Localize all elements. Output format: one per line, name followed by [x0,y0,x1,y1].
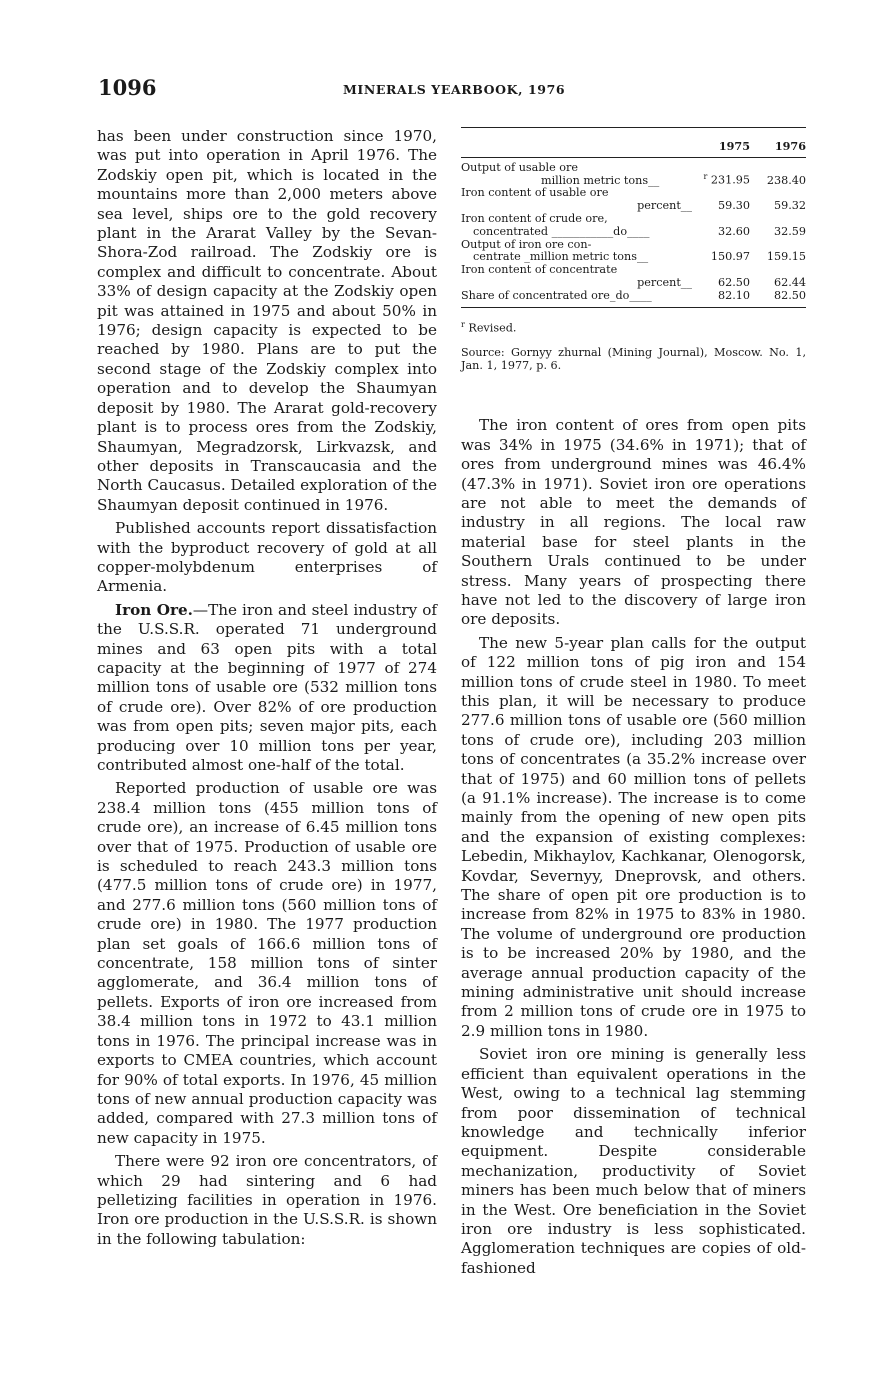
cell-1975: 150.97 [710,250,750,264]
row-label: Share of concentrated ore_do____ [461,290,694,307]
table-row [461,239,806,265]
cell-1976: 238.40 [766,173,806,187]
paragraph-text: —The iron and steel industry of the U.S.S.R. operated 71 underground mines and 63 open pits with a total capacity at the beginning of 1977 of 274 million tons of usable ore (532 million tons of crude ore). Over 82% of ore production was from open pits; seven major pits, each producing over 10 million tons per year, contributed almost one-half of the total. [97,600,437,774]
footnote-mark: r [461,319,465,329]
left-column [97,127,437,1249]
row-label: Output of usable ore [461,160,578,174]
paragraph [97,601,437,776]
paragraph: Soviet iron ore mining is generally less efficient than equivalent operations in the West, owing to a technical lag stemming from poor dissemination of technical knowledge and technically inferior equipment. Despite considerable mechanization, productivity of Soviet miners has been much below that of miners in the West. Ore beneficiation in the Soviet iron ore industry is less sophisticated. Agglomeration techniques are copies of old-fashioned [461,1045,806,1277]
right-column-text [461,416,806,1278]
running-title: MINERALS YEARBOOK, 1976 [343,82,566,97]
row-label-cont: concentrated ___________do____ [473,224,650,238]
table-row [461,213,806,239]
paragraph: The iron content of ores from open pits was 34% in 1975 (34.6% in 1971); that of ores from underground mines was 46.4% (47.3% in 1971). Soviet iron ore operations are not able to meet the demands of industry in all regions. The local raw material base for steel plants in the Southern Urals continued to be under stress. Many years of prospecting there have not led to the discovery of large iron ore deposits. [461,416,806,629]
table-row [461,290,806,307]
section-heading: Iron Ore. [115,600,193,619]
column-header-1975: 1975 [694,128,750,158]
row-label: Iron content of usable ore [461,186,609,200]
cell-1976: 32.59 [773,224,806,238]
iron-ore-table [461,127,806,308]
paragraph: has been under construction since 1970, was put into operation in April 1976. The Zodskiy open pit, which is located in the mountains more than 2,000 meters above sea level, ships ore to the gold recovery plant in the Ararat Valley by the Sevan-Shora-Zod railroad. The Zodskiy ore is complex and difficult to concentrate. About 33% of design capacity at the Zodskiy open pit was attained in 1975 and about 50% in 1976; design capacity is expected to be reached by 1980. Plans are to put the second stage of the Zodskiy complex into operation and to develop the Shaumyan deposit by 1980. The Ararat gold-recovery plant is to process ores from the Zodskiy, Shaumyan, Megradzorsk, Lirkvazsk, and other deposits in Transcaucasia and the North Caucasus. Detailed exploration of the Shaumyan deposit continued in 1976. [97,127,437,514]
source-label: Source: [461,346,505,360]
row-label-cont: million metric tons__ [541,173,660,187]
row-label: Iron content of crude ore, [461,211,608,225]
row-label-cont: percent__ [637,199,692,213]
source-text: Gornyy zhurnal (Mining Journal), Moscow. No. 1, Jan. 1, 1977, p. 6. [461,346,806,373]
column-header-1976: 1976 [750,128,806,158]
cell-1975: 231.95 [710,173,750,187]
table-row [461,187,806,213]
cell-1975: 32.60 [717,224,750,238]
table-source [461,346,806,372]
row-label-cont: percent__ [637,275,692,289]
paragraph: There were 92 iron ore concentrators, of which 29 had sintering and 6 had pelletizing facilities in operation in 1976. Iron ore production in the U.S.S.R. is shown in the following tabulation: [97,1152,437,1248]
cell-1976: 59.32 [773,199,806,213]
page-number: 1096 [98,75,157,100]
table-footnote [461,318,806,335]
row-label: Output of iron ore con- [461,237,592,251]
row-label: Iron content of concentrate [461,263,618,277]
cell-1975: 82.10 [694,290,750,307]
cell-1976: 62.44 [773,275,806,289]
cell-1975: 59.30 [717,199,750,213]
table-header-row [461,128,806,158]
row-label-cont: centrate _million metric tons__ [473,250,649,264]
table-row [461,264,806,290]
cell-1975: 62.50 [717,275,750,289]
footnote-text: Revised. [468,321,517,335]
revised-mark: r [703,171,708,181]
cell-1976: 82.50 [750,290,806,307]
paragraph: Reported production of usable ore was 238.4 million tons (455 million tons of crude ore), an increase of 6.45 million tons over that of 1975. Production of usable ore is scheduled to reach 243.3 million tons (477.5 million tons of crude ore) in 1977, and 277.6 million tons (560 million tons of crude ore) in 1980. The 1977 production plan set goals of 166.6 million tons of concentrate, 158 million tons of sinter agglomerate, and 36.4 million tons of pellets. Exports of iron ore increased from 38.4 million tons in 1972 to 43.1 million tons in 1976. The principal increase was in exports to CMEA countries, which account for 90% of total exports. In 1976, 45 million tons of new annual production capacity was added, compared with 27.3 million tons of new capacity in 1975. [97,779,437,1147]
cell-1976: 159.15 [766,250,806,264]
right-column [461,127,806,1278]
table-row [461,157,806,187]
paragraph: The new 5-year plan calls for the output of 122 million tons of pig iron and 154 million tons of crude steel in 1980. To meet this plan, it will be necessary to produce 277.6 million tons of usable ore (560 million tons of crude ore), including 203 million tons of concentrates (a 35.2% increase over that of 1975) and 60 million tons of pellets (a 91.1% increase). The increase is to come mainly from the opening of new open pits and the expansion of existing complexes: Lebedin, Mikhaylov, Kachkanar, Olenogorsk, Kovdar, Severnyy, Dneprovsk, and others. The share of open pit ore production is to increase from 82% in 1975 to 83% in 1980. The volume of underground ore production is to be increased 20% by 1980, and the average annual production capacity of the mining administrative unit should increase from 2 million tons of crude ore in 1975 to 2.9 million tons in 1980. [461,633,806,1040]
paragraph: Published accounts report dissatisfaction with the byproduct recovery of gold at all copper-molybdenum enterprises of Armenia. [97,519,437,596]
